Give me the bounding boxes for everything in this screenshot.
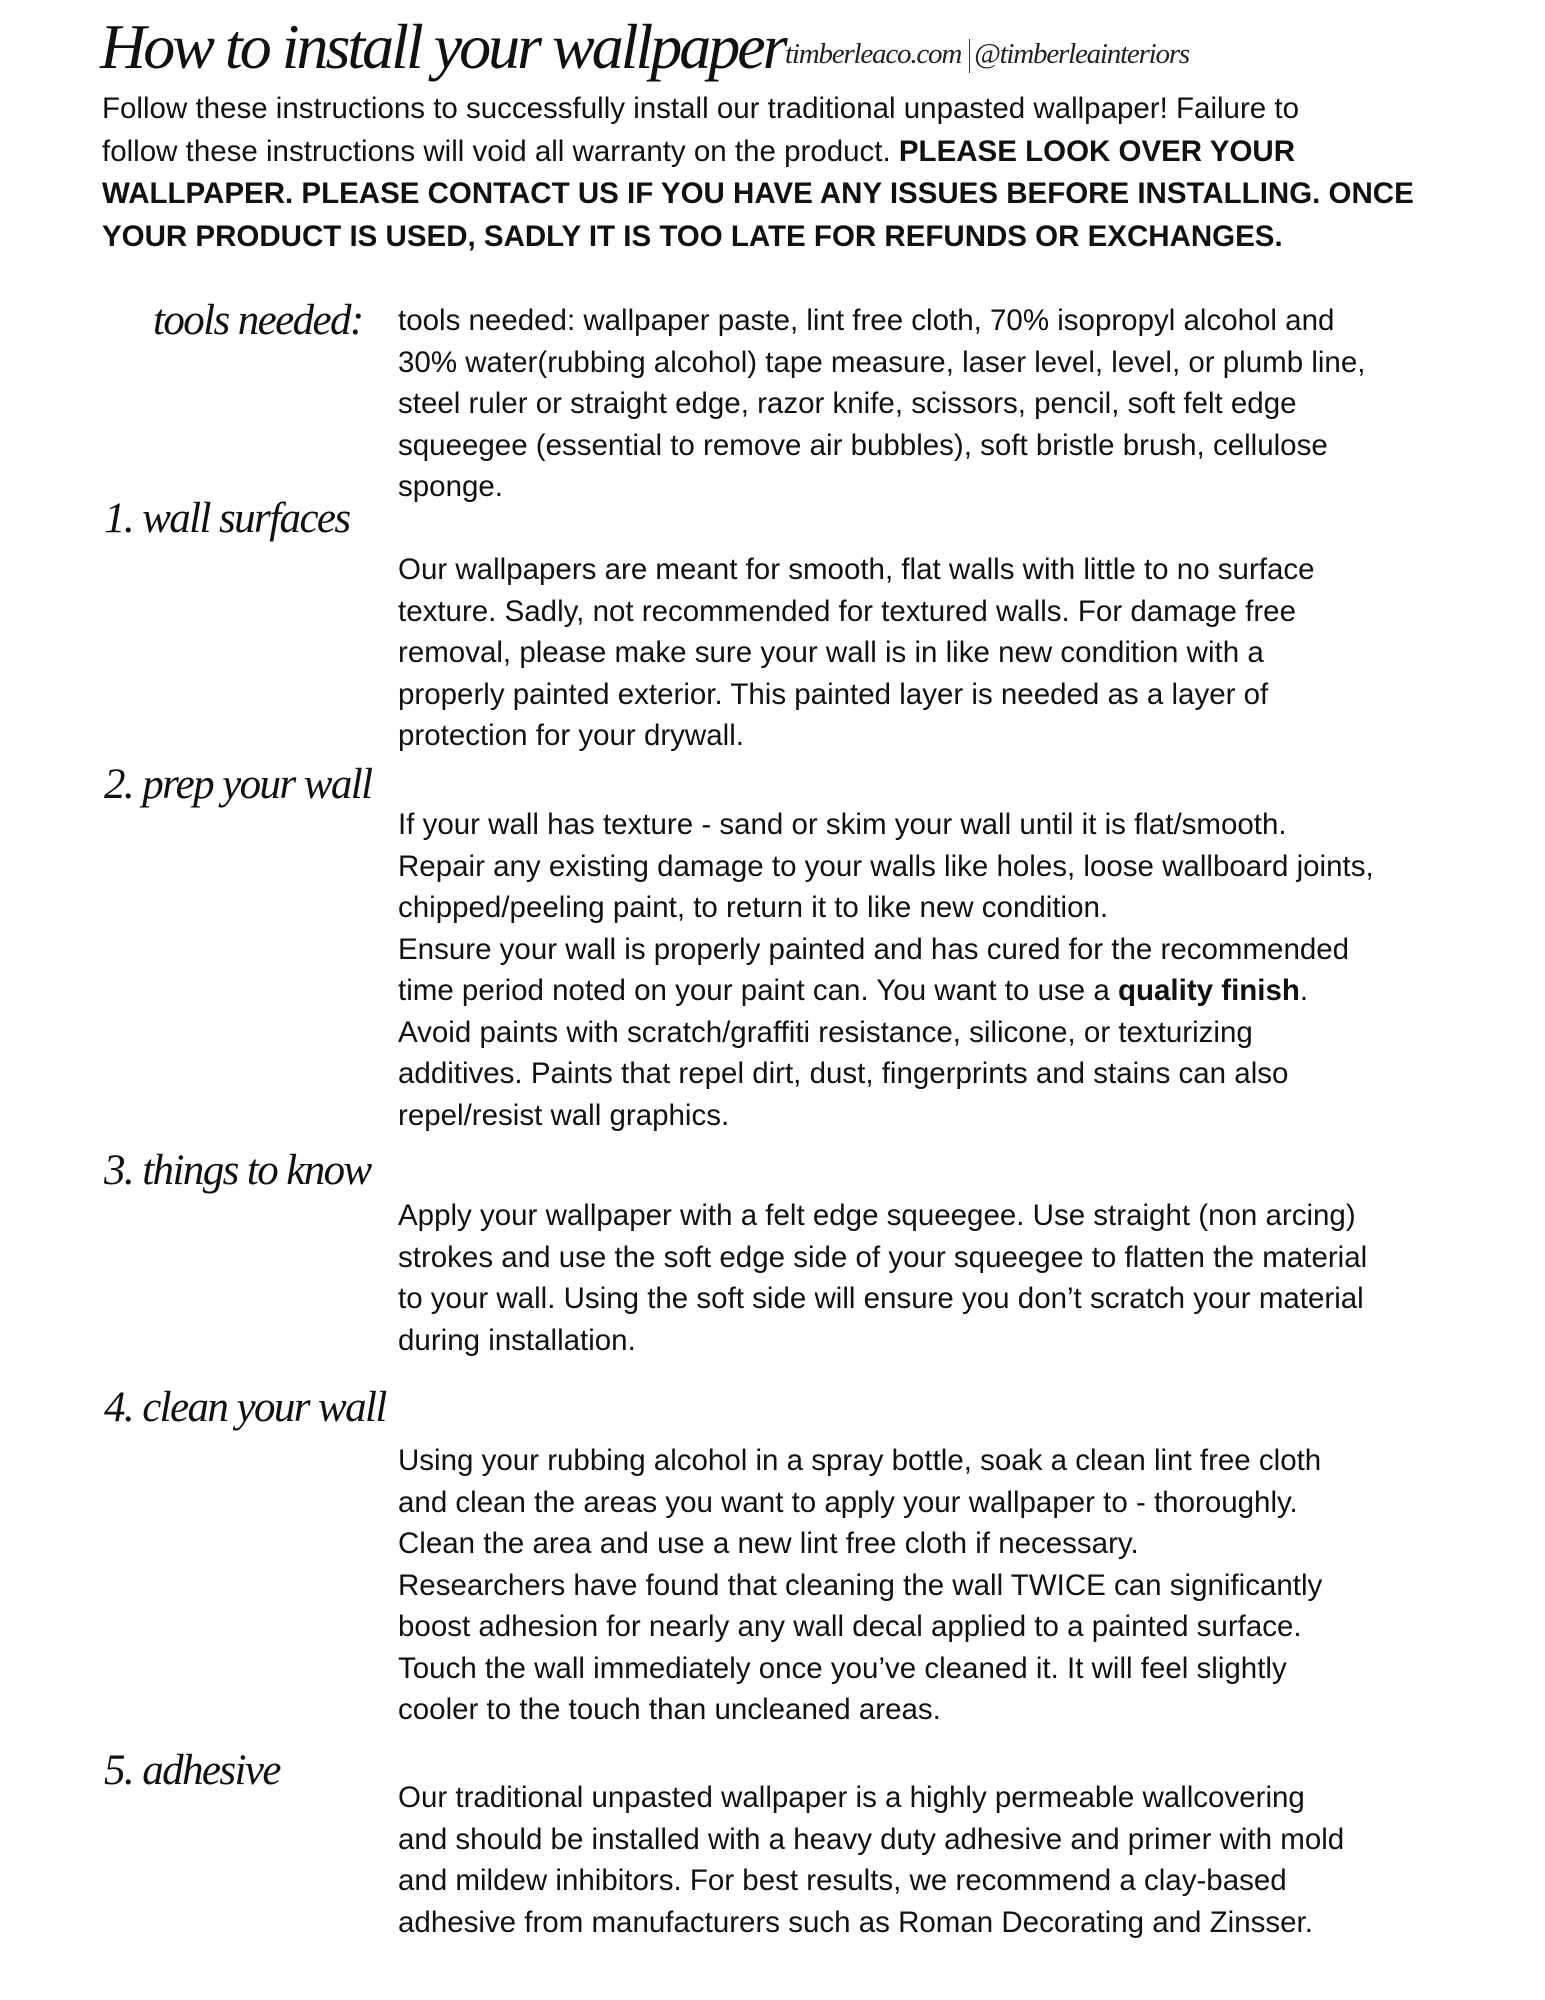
intro-warning: WALLPAPER. PLEASE CONTACT US IF YOU HAVE ANY ISSUES BEFORE INSTALLING. ONCE: [102, 177, 1414, 210]
emphasis-quality-finish: quality finish: [1117, 974, 1300, 1007]
body-line: Researchers have found that cleaning the wall TWICE can significantly: [398, 1568, 1323, 1602]
body-line: chipped/peeling paint, to return it to like new condition.: [398, 891, 1109, 924]
body-line: repel/resist wall graphics.: [398, 1098, 730, 1132]
body-line: properly painted exterior. This painted layer is needed as a layer of: [398, 677, 1269, 711]
body-line: Our wallpapers are meant for smooth, flat walls with little to no surface: [398, 553, 1315, 586]
body-line: to your wall. Using the soft side will ensure you don’t scratch your material: [398, 1282, 1364, 1315]
intro-warning: YOUR PRODUCT IS USED, SADLY IT IS TOO LATE FOR REFUNDS OR EXCHANGES.: [102, 219, 1283, 253]
body-line: squeegee (essential to remove air bubbles), soft bristle brush, cellulose: [398, 428, 1328, 462]
instagram-handle[interactable]: @timberleainteriors: [974, 38, 1190, 70]
body-line: and clean the areas you want to apply your wallpaper to - thoroughly.: [398, 1485, 1298, 1519]
section-label-tools: tools needed:: [153, 297, 363, 344]
body-line: adhesive from manufacturers such as Roman Decorating and Zinsser.: [398, 1905, 1313, 1939]
body-line: Using your rubbing alcohol in a spray bottle, soak a clean lint free cloth: [398, 1444, 1322, 1477]
intro-paragraph: [102, 88, 1522, 258]
body-line: [398, 970, 1528, 1012]
body-line: during installation.: [398, 1323, 636, 1357]
body-line: boost adhesion for nearly any wall decal applied to a painted surface.: [398, 1610, 1302, 1643]
divider: [969, 39, 970, 73]
section-label-adhesive: 5. adhesive: [104, 1747, 280, 1794]
section-body-tools: [398, 300, 1528, 508]
body-line: Touch the wall immediately once you’ve cleaned it. It will feel slightly: [398, 1651, 1287, 1685]
body-line: steel ruler or straight edge, razor knife, scissors, pencil, soft felt edge: [398, 387, 1297, 420]
section-body-prep-wall: [398, 804, 1528, 1136]
body-line: Repair any existing damage to your walls like holes, loose wallboard joints,: [398, 849, 1374, 883]
body-line: Clean the area and use a new lint free cloth if necessary.: [398, 1527, 1139, 1560]
intro-warning: PLEASE LOOK OVER YOUR: [898, 134, 1296, 168]
section-label-things-to-know: 3. things to know: [104, 1147, 371, 1194]
body-line: texture. Sadly, not recommended for textured walls. For damage free: [398, 594, 1296, 628]
body-line: and mildew inhibitors. For best results, we recommend a clay-based: [398, 1864, 1287, 1897]
body-text: .: [1299, 974, 1309, 1007]
intro-text: follow these instructions will void all warranty on the product.: [102, 134, 899, 168]
section-label-prep-wall: 2. prep your wall: [104, 761, 372, 808]
body-line: and should be installed with a heavy duty adhesive and primer with mold: [398, 1822, 1345, 1856]
body-line: Our traditional unpasted wallpaper is a highly permeable wallcovering: [398, 1781, 1305, 1814]
section-body-things-to-know: [398, 1195, 1528, 1361]
body-line: Ensure your wall is properly painted and has cured for the recommended: [398, 932, 1350, 966]
website-link[interactable]: timberleaco.com: [785, 38, 962, 70]
brand-handles: [785, 38, 1189, 73]
body-line: additives. Paints that repel dirt, dust, fingerprints and stains can also: [398, 1057, 1289, 1090]
body-line: removal, please make sure your wall is in like new condition with a: [398, 636, 1264, 669]
body-line: Apply your wallpaper with a felt edge squeegee. Use straight (non arcing): [398, 1199, 1356, 1232]
section-label-clean-wall: 4. clean your wall: [104, 1384, 386, 1431]
intro-line: Follow these instructions to successfully install our traditional unpasted wallpaper! Failure to: [102, 92, 1299, 125]
intro-line: [102, 131, 1522, 174]
body-line: Avoid paints with scratch/graffiti resistance, silicone, or texturizing: [398, 1015, 1253, 1049]
body-text: time period noted on your paint can. You want to use a: [398, 974, 1118, 1007]
body-line: protection for your drywall.: [398, 719, 744, 752]
body-line: If your wall has texture - sand or skim your wall until it is flat/smooth.: [398, 808, 1287, 841]
section-body-adhesive: [398, 1777, 1528, 1943]
body-line: tools needed: wallpaper paste, lint free cloth, 70% isopropyl alcohol and: [398, 304, 1335, 337]
body-line: strokes and use the soft edge side of your squeegee to flatten the material: [398, 1240, 1368, 1274]
section-body-wall-surfaces: [398, 549, 1528, 757]
body-line: cooler to the touch than uncleaned areas.: [398, 1693, 941, 1726]
body-line: 30% water(rubbing alcohol) tape measure, laser level, level, or plumb line,: [398, 345, 1366, 379]
section-body-clean-wall: [398, 1440, 1528, 1731]
section-label-wall-surfaces: 1. wall surfaces: [104, 495, 350, 542]
page-title: How to install your wallpaper: [100, 11, 785, 82]
body-line: sponge.: [398, 470, 503, 503]
